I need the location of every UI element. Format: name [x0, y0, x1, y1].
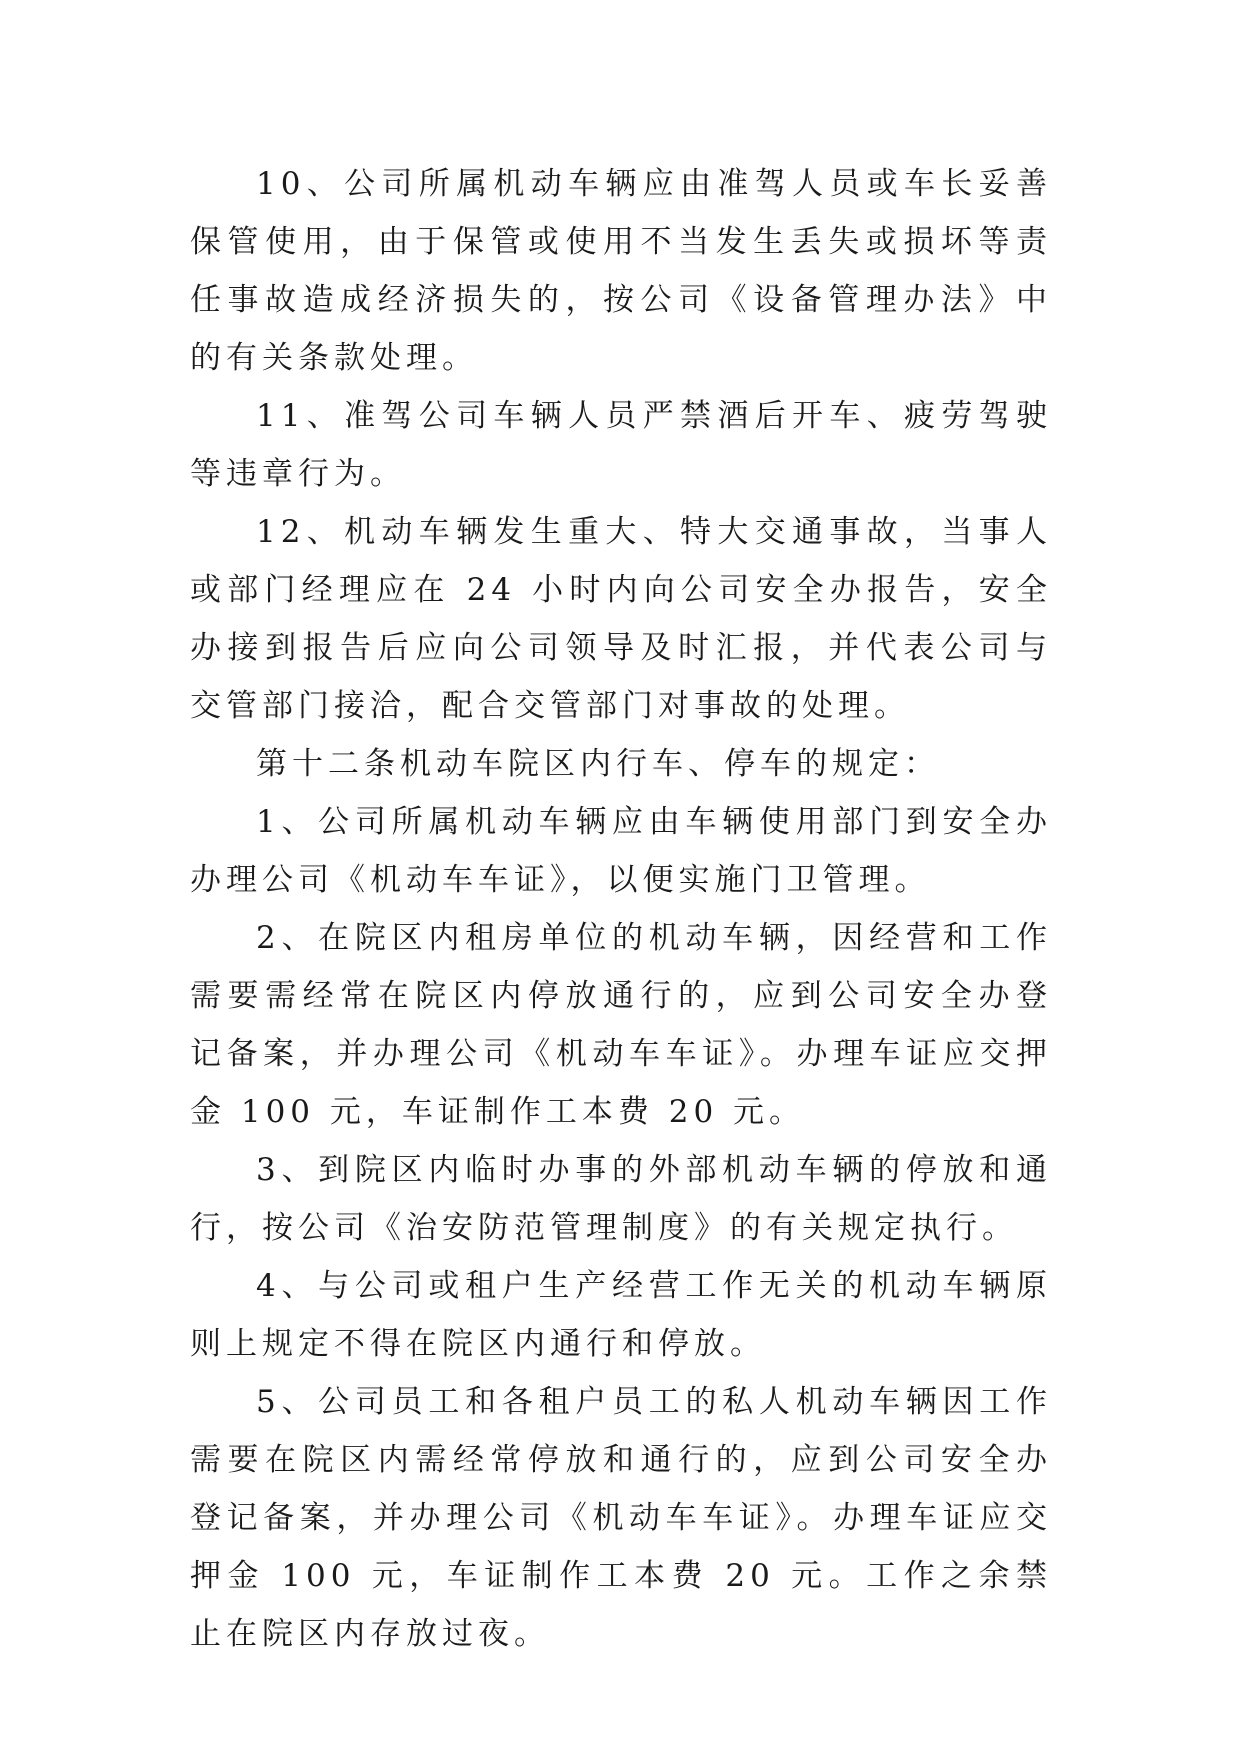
document-body: [190, 155, 1052, 1663]
paragraph-item-1: 1、公司所属机动车辆应由车辆使用部门到安全办办理公司《机动车车证》，以便实施门卫管理。: [190, 804, 1052, 898]
paragraph-item-2: 2、在院区内租房单位的机动车辆，因经营和工作需要需经常在院区内停放通行的，应到公司安全办登记备案，并办理公司《机动车车证》。办理车证应交押金 100 元，车证制作工本费 20 元。: [190, 920, 1052, 1130]
paragraph-item-4: 4、与公司或租户生产经营工作无关的机动车辆原则上规定不得在院区内通行和停放。: [190, 1268, 1052, 1362]
article-heading: 第十二条机动车院区内行车、停车的规定：: [256, 746, 940, 782]
paragraph-item-12: 12、机动车辆发生重大、特大交通事故，当事人或部门经理应在 24 小时内向公司安全办报告，安全办接到报告后应向公司领导及时汇报，并代表公司与交管部门接洽，配合交管部门对事故的处理。: [190, 514, 1052, 724]
paragraph-item-5: 5、公司员工和各租户员工的私人机动车辆因工作需要在院区内需经常停放和通行的，应到公司安全办登记备案，并办理公司《机动车车证》。办理车证应交押金 100 元，车证制作工本费 20 元。工作之余禁止在院区内存放过夜。: [190, 1384, 1052, 1652]
paragraph-item-11: 11、准驾公司车辆人员严禁酒后开车、疲劳驾驶等违章行为。: [190, 398, 1052, 492]
paragraph-item-3: 3、到院区内临时办事的外部机动车辆的停放和通行，按公司《治安防范管理制度》的有关规定执行。: [190, 1152, 1052, 1246]
paragraph-item-10: 10、公司所属机动车辆应由准驾人员或车长妥善保管使用，由于保管或使用不当发生丢失或损坏等责任事故造成经济损失的，按公司《设备管理办法》中的有关条款处理。: [190, 166, 1052, 376]
